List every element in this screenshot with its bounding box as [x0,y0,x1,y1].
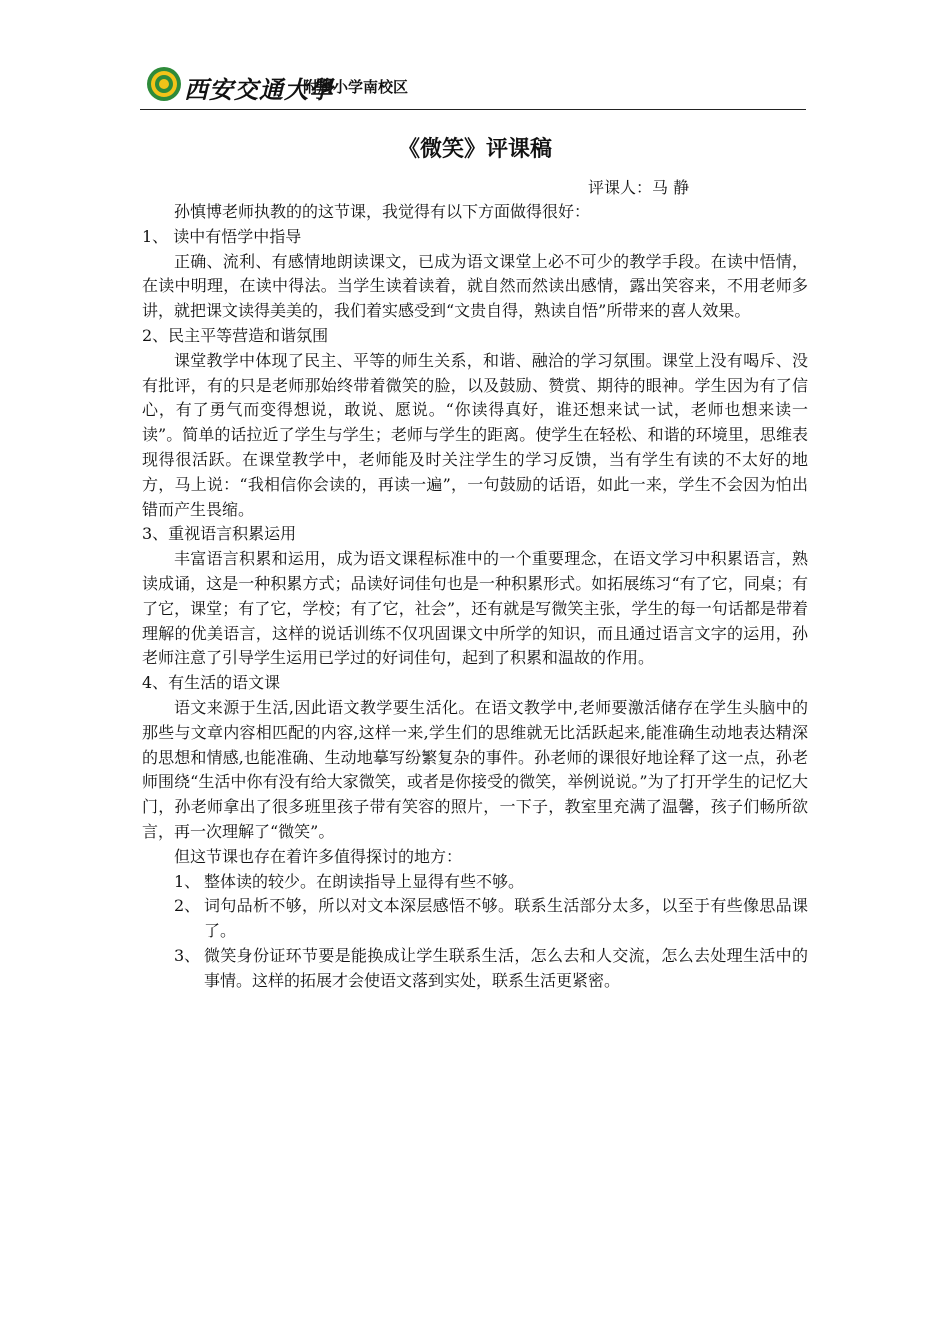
shortcoming-item [142,894,808,944]
header-divider [140,109,806,110]
section-heading: 3、重视语言积累运用 [142,524,297,544]
shortcoming-item [142,944,808,994]
intro-paragraph: 孙慎博老师执教的的这节课，我觉得有以下方面做得很好： [174,202,591,221]
section-paragraph: 语文来源于生活,因此语文教学要生活化。在语文教学中,老师要激活储存在学生头脑中的那些与文章内容相匹配的内容,这样一来,学生们的思维就无比活跃起来,能准确生动地表达精深的思想和情感,也能准确、生动地摹写纷繁复杂的事件。孙老师的课很好地诠释了这一点，孙老师围绕“生活中你有没有给大家微笑，或者是你接受的微笑，举例说说。”为了打开学生的记忆大门，孙老师拿出了很多班里孩子带有笑容的照片，一下子，教室里充满了温馨，孩子们畅所欲言，再一次理解了“微笑”。 [142,697,808,841]
list-number: 1、 [174,871,201,891]
page-header [146,62,806,108]
section-heading: 1、 读中有悟学中指导 [142,226,302,246]
list-text: 词句品析不够，所以对文本深层感悟不够。联系生活部分太多，以至于有些像思品课了。 [204,896,808,941]
list-text: 微笑身份证环节要是能换成让学生联系生活，怎么去和人交流，怎么去处理生活中的事情。这样的拓展才会使语文落到实处，联系生活更紧密。 [204,945,808,990]
section-paragraph: 丰富语言积累和运用，成为语文课程标准中的一个重要理念，在语文学习中积累语言，熟读成诵，这是一种积累方式；品读好词佳句也是一种积累形式。如拓展练习“有了它，同桌；有了它，课堂；有了它，学校；有了它，社会”，还有就是写微笑主张，学生的每一句话都是带着理解的优美语言，这样的说话训练不仅巩固课文中所学的知识，而且通过语言文字的运用，孙老师注意了引导学生运用已学过的好词佳句，起到了积累和温故的作用。 [142,549,808,668]
school-emblem-icon [146,66,182,102]
section-paragraph: 课堂教学中体现了民主、平等的师生关系，和谐、融洽的学习氛围。课堂上没有喝斥、没有批评，有的只是老师那始终带着微笑的脸，以及鼓励、赞赏、期待的眼神。学生因为有了信心，有了勇气而变得想说，敢说、愿说。“你读得真好，谁还想来试一试，老师也想来读一读”。简单的话拉近了学生与学生；老师与学生的距离。使学生在轻松、和谐的环境里，思维表现得很活跃。在课堂教学中，老师能及时关注学生的学习反馈，当有学生有读的不太好的地方，马上说：“我相信你会读的，再读一遍”，一句鼓励的话语，如此一来，学生不会因为怕出错而产生畏缩。 [142,350,808,519]
school-name-logo: 西安交通大學 [184,75,334,104]
shortcoming-item [142,870,808,895]
list-number: 3、 [174,945,201,965]
shortcomings-intro: 但这节课也存在着许多值得探讨的地方： [174,846,463,866]
section-heading: 2、民主平等营造和谐氛围 [142,325,329,345]
document-body [142,200,808,994]
school-branch: 附属小学南校区 [303,78,409,96]
list-number: 2、 [174,896,201,916]
document-title: 《微笑》评课稿 [397,137,552,162]
reviewer-line: 评课人：马 静 [588,178,690,197]
list-text: 整体读的较少。在朗读指导上显得有些不够。 [204,871,525,891]
section-heading: 4、有生活的语文课 [142,673,281,693]
section-paragraph: 正确、流利、有感情地朗读课文，已成为语文课堂上必不可少的教学手段。在读中悟情，在读中明理，在读中得法。当学生读着读着，就自然而然读出感情，露出笑容来，不用老师多讲，就把课文读得美美的，我们着实感受到“文贵自得，熟读自悟”所带来的喜人效果。 [142,251,808,321]
